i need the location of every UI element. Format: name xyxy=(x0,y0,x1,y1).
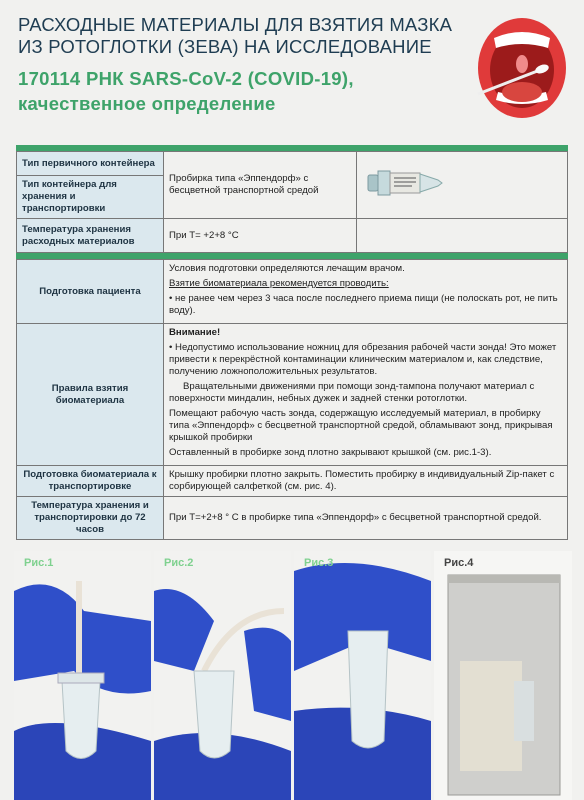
figure-1-photo xyxy=(14,551,151,800)
empty-cell xyxy=(357,219,568,253)
rules-paragraph-4: Оставленный в пробирке зонд плотно закрывают крышкой (см. рис.1-3). xyxy=(169,447,492,458)
sampling-rules-label: Правила взятия биоматериала xyxy=(17,324,164,466)
patient-prep-line1: Условия подготовки определяются лечащим врачом. xyxy=(169,263,405,274)
rules-paragraph-1: • Недопустимо использование ножниц для обрезания рабочей части зонда! Это может привести к перекрёстной контаминации клиническим материалом и, как следствие, получению ложноположительных результатов. xyxy=(169,342,557,377)
test-subtitle: качественное определение xyxy=(18,93,276,114)
container-type-value: Пробирка типа «Эппендорф» с бесцветной транспортной средой xyxy=(164,152,357,219)
test-code-line: 170114 РНК SARS-CoV-2 (COVID-19), xyxy=(18,68,354,89)
document-title xyxy=(18,14,458,58)
swab-break-photo-2 xyxy=(154,551,291,800)
patient-prep-cell xyxy=(164,260,568,324)
rules-paragraph-2: Вращательными движениями при помощи зонд-тампона получают материал с поверхности миндалин, небных дужек и задней стенки ротоглотки. xyxy=(169,381,535,404)
storage-72h-label: Температура хранения и транспортировки до 72 часов xyxy=(17,497,164,540)
storage-temp-label: Температура хранения расходных материалов xyxy=(17,219,164,253)
figure-4-caption: Рис.4 xyxy=(444,557,474,569)
patient-prep-label: Подготовка пациента xyxy=(17,260,164,324)
container-info-table xyxy=(16,151,568,253)
title-line-2: ИЗ РОТОГЛОТКИ (ЗЕВА) НА ИССЛЕДОВАНИЕ xyxy=(18,36,432,57)
sampling-rules-cell xyxy=(164,324,568,466)
storage-72h-value: При Т=+2+8 ° С в пробирке типа «Эппендорф» с бесцветной транспортной средой. xyxy=(164,497,568,540)
storage-temp-value: При Т= +2+8 °С xyxy=(164,219,357,253)
photo-strip xyxy=(14,551,572,800)
eppendorf-tube-icon xyxy=(362,161,452,205)
primary-container-label: Тип первичного контейнера xyxy=(17,152,164,176)
transport-prep-value: Крышку пробирки плотно закрыть. Поместить пробирку в индивидуальный Zip-пакет с сорбирующей салфеткой (см. рис. 4). xyxy=(164,466,568,497)
figure-2-caption: Рис.2 xyxy=(164,557,194,569)
procedure-table xyxy=(16,259,568,540)
transport-prep-label: Подготовка биоматериала к транспортировке xyxy=(17,466,164,497)
warning-heading: Внимание! xyxy=(169,327,221,338)
title-line-1: РАСХОДНЫЕ МАТЕРИАЛЫ ДЛЯ ВЗЯТИЯ МАЗКА xyxy=(18,14,453,35)
patient-prep-line3: • не ранее чем через 3 часа после последнего приема пищи (не полоскать рот, не пить воду). xyxy=(169,293,558,316)
rules-paragraph-3: Помещают рабочую часть зонда, содержащую исследуемый материал, в пробирку типа «Эппендорф» с бесцветной транспортной средой, обламывают зонд, прикрывая крышкой пробирки xyxy=(169,408,553,443)
storage-container-label: Тип контейнера для хранения и транспортировки xyxy=(17,176,164,219)
patient-prep-line2: Взятие биоматериала рекомендуется проводить: xyxy=(169,278,389,289)
figure-1-caption: Рис.1 xyxy=(24,557,54,569)
open-mouth-swab-icon xyxy=(470,8,575,128)
figure-3-photo xyxy=(294,551,431,800)
figure-2-photo xyxy=(154,551,291,800)
tube-image-cell xyxy=(357,152,568,219)
figure-3-caption: Рис.3 xyxy=(304,557,334,569)
figure-4-photo xyxy=(434,551,572,800)
swab-in-tube-photo-1 xyxy=(14,551,151,800)
zip-bag-photo-4 xyxy=(434,551,572,800)
closed-tube-photo-3 xyxy=(294,551,431,800)
